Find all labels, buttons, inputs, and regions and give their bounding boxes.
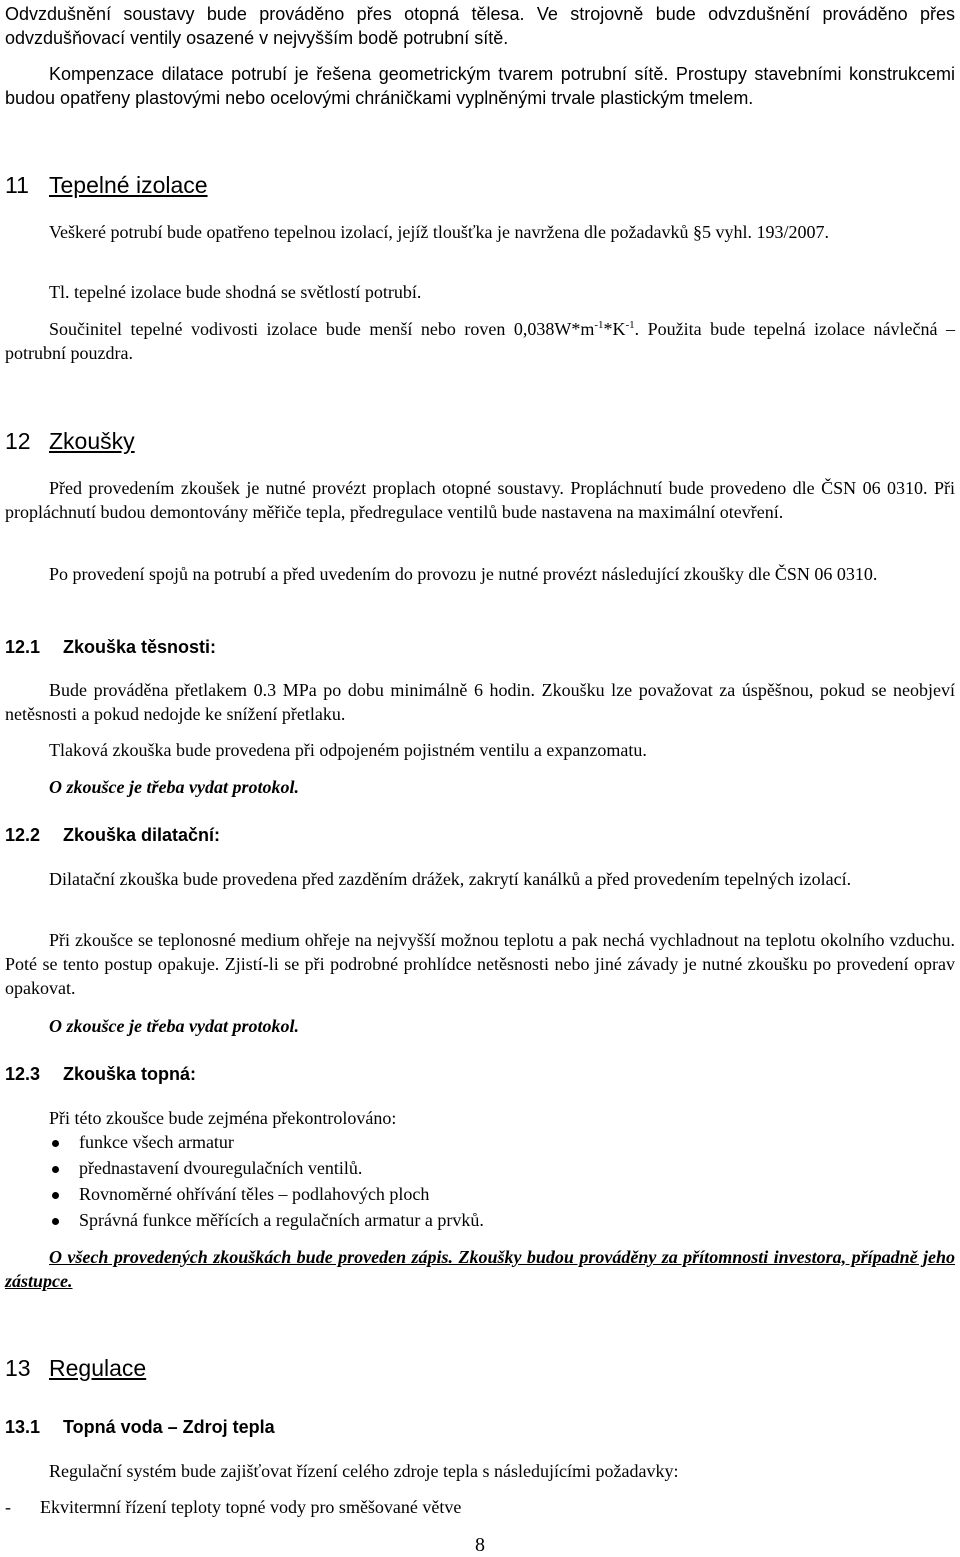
- s11-paragraph-1: Veškeré potrubí bude opatřeno tepelnou izolací, jejíž tloušťka je navržena dle požadavků §5 vyhl. 193/2007.: [49, 222, 829, 242]
- s12-1-paragraph-1: Bude prováděna přetlakem 0.3 MPa po dobu minimálně 6 hodin. Zkoušku lze považovat za úspěšnou, pokud se neobjeví netěsnosti a pokud nedojde ke snížení přetlaku.: [5, 680, 955, 724]
- s12-1-protocol-note: O zkoušce je třeba vydat protokol.: [49, 777, 299, 797]
- subsection-number: 13.1: [5, 1417, 41, 1437]
- subsection-title: Zkouška dilatační:: [63, 825, 221, 845]
- subsection-number: 12.3: [5, 1064, 41, 1084]
- list-item: [5, 1208, 955, 1234]
- s11-p3-sup-2: -1: [625, 319, 635, 331]
- s11-p3-text-b: *K: [603, 319, 626, 339]
- page-number: 8: [475, 1534, 485, 1556]
- bullet-icon: [52, 1218, 59, 1225]
- s12-2-paragraph-1: Dilatační zkouška bude provedena před zazděním drážek, zakrytí kanálků a před provedením tepelných izolací.: [49, 869, 852, 889]
- s11-paragraph-2: Tl. tepelné izolace bude shodná se světlostí potrubí.: [49, 282, 422, 302]
- list-item: [5, 1182, 955, 1208]
- section-11-heading: [5, 171, 955, 199]
- subsection-number: 12.2: [5, 825, 41, 845]
- s12-1-paragraph-2: Tlaková zkouška bude provedena při odpojeném pojistném ventilu a expanzomatu.: [49, 740, 647, 760]
- section-title: Zkoušky: [49, 428, 135, 454]
- section-12-heading: [5, 427, 955, 455]
- subsection-title: Zkouška těsnosti:: [63, 637, 217, 657]
- section-12-2-heading: [5, 823, 955, 847]
- list-item-text: Rovnoměrné ohřívání těles – podlahových ploch: [79, 1184, 430, 1204]
- s12-3-check-list: [5, 1130, 955, 1234]
- section-number: 11: [5, 172, 29, 198]
- list-item: [5, 1156, 955, 1182]
- dash-bullet: -: [5, 1497, 11, 1517]
- section-number: 13: [5, 1355, 31, 1381]
- dash-item-text: Ekvitermní řízení teploty topné vody pro směšované větve: [40, 1497, 462, 1517]
- s13-1-dash-item: [5, 1495, 955, 1519]
- section-12-1-heading: [5, 635, 955, 659]
- s12-3-paragraph-1: Při této zkoušce bude zejména překontrolováno:: [49, 1108, 397, 1128]
- list-item-text: přednastavení dvouregulačních ventilů.: [79, 1158, 363, 1178]
- intro-paragraph-2: Kompenzace dilatace potrubí je řešena geometrickým tvarem potrubní sítě. Prostupy stavebními konstrukcemi budou opatřeny plastovými nebo ocelovými chráničkami vyplněnými trvale plastickým tmelem.: [5, 64, 955, 108]
- section-13-heading: [5, 1354, 955, 1382]
- s12-2-protocol-note: O zkoušce je třeba vydat protokol.: [49, 1016, 299, 1036]
- s12-2-paragraph-2: Při zkoušce se teplonosné medium ohřeje na nejvyšší možnou teplotu a pak nechá vychladnout na teplotu okolního vzduchu. Poté se tento postup opakuje. Zjistí-li se při podrobné prohlídce netěsnosti nebo jiné závady je nutné zkoušku po provedení oprav opakovat.: [5, 930, 955, 998]
- list-item: [5, 1130, 955, 1156]
- subsection-title: Topná voda – Zdroj tepla: [63, 1417, 275, 1437]
- section-title: Regulace: [49, 1355, 147, 1381]
- s12-paragraph-1: Před provedením zkoušek je nutné provézt proplach otopné soustavy. Propláchnutí bude provedeno dle ČSN 06 0310. Při propláchnutí budou demontovány měřiče tepla, předregulace ventilů bude nastavena na maximální otevření.: [5, 478, 955, 522]
- s13-1-paragraph-1: Regulační systém bude zajišťovat řízení celého zdroje tepla s následujícími požadavky:: [49, 1461, 679, 1481]
- bullet-icon: [52, 1140, 59, 1147]
- section-title: Tepelné izolace: [49, 172, 208, 198]
- bullet-icon: [52, 1192, 59, 1199]
- intro-paragraph-1: Odvzdušnění soustavy bude prováděno přes otopná tělesa. Ve strojovně bude odvzdušnění prováděno přes odvzdušňovací ventily osazené v nejvyšším bodě potrubní sítě.: [5, 4, 955, 48]
- section-12-3-heading: [5, 1062, 955, 1086]
- s12-3-record-note: O všech provedených zkouškách bude proveden zápis. Zkoušky budou prováděny za přítomnosti investora, případně jeho zástupce.: [5, 1247, 955, 1291]
- section-13-1-heading: [5, 1415, 955, 1439]
- list-item-text: funkce všech armatur: [79, 1132, 234, 1152]
- s11-p3-sup-1: -1: [594, 319, 604, 331]
- s11-paragraph-3: [5, 317, 955, 365]
- s12-paragraph-2: Po provedení spojů na potrubí a před uvedením do provozu je nutné provézt následující zkoušky dle ČSN 06 0310.: [49, 564, 878, 584]
- bullet-icon: [52, 1166, 59, 1173]
- subsection-number: 12.1: [5, 637, 41, 657]
- s11-p3-text-c: . Použita bude tepelná izolace návlečná – potrubní pouzdra.: [5, 319, 955, 363]
- section-number: 12: [5, 428, 31, 454]
- s11-p3-text-a: Součinitel tepelné vodivosti izolace bude menší nebo roven 0,038W*m: [49, 319, 595, 339]
- list-item-text: Správná funkce měřících a regulačních armatur a prvků.: [79, 1210, 484, 1230]
- subsection-title: Zkouška topná:: [63, 1064, 197, 1084]
